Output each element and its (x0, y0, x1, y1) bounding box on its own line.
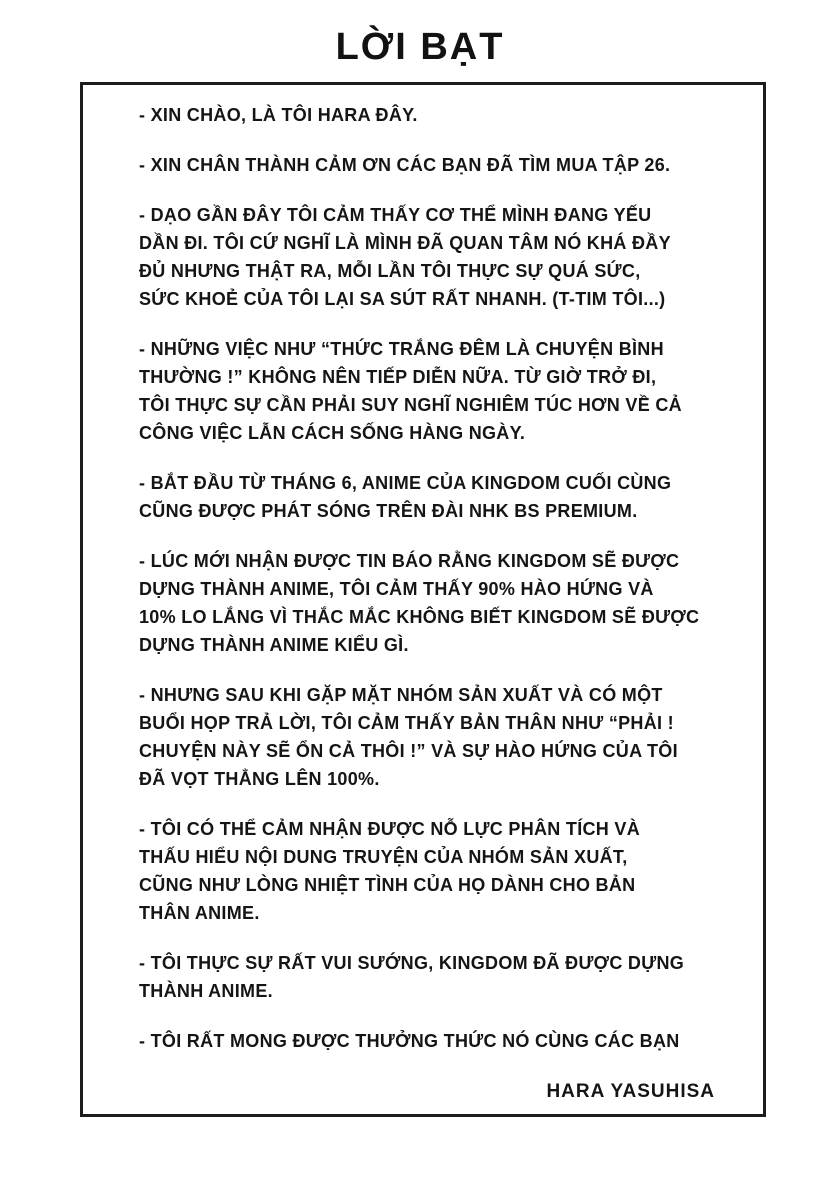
paragraph: - NHỮNG VIỆC NHƯ “THỨC TRẮNG ĐÊM LÀ CHUYỆN BÌNH THƯỜNG !” KHÔNG NÊN TIẾP DIỄN NỮA. TỪ GIỜ TRỞ ĐI, TÔI THỰC SỰ CẦN PHẢI SUY NGHĨ NGHIÊM TÚC HƠN VỀ CẢ CÔNG VIỆC LẪN CÁCH SỐNG HÀNG NGÀY. (139, 339, 682, 443)
paragraph: - BẮT ĐẦU TỪ THÁNG 6, ANIME CỦA KINGDOM CUỐI CÙNG CŨNG ĐƯỢC PHÁT SÓNG TRÊN ĐÀI NHK BS PREMIUM. (139, 473, 672, 521)
paragraph: - XIN CHÀO, LÀ TÔI HARA ĐÂY. (139, 105, 418, 125)
paragraph: - LÚC MỚI NHẬN ĐƯỢC TIN BÁO RẰNG KINGDOM SẼ ĐƯỢC DỰNG THÀNH ANIME, TÔI CẢM THẤY 90% HÀO HỨNG VÀ 10% LO LẮNG VÌ THẮC MẮC KHÔNG BIẾT KINGDOM SẼ ĐƯỢC DỰNG THÀNH ANIME KIỂU GÌ. (139, 551, 700, 655)
afterword-paragraphs (139, 101, 729, 1055)
paragraph: - NHƯNG SAU KHI GẶP MẶT NHÓM SẢN XUẤT VÀ CÓ MỘT BUỔI HỌP TRẢ LỜI, TÔI CẢM THẤY BẢN THÂN NHƯ “PHẢI ! CHUYỆN NÀY SẼ ỔN CẢ THÔI !” VÀ SỰ HÀO HỨNG CỦA TÔI ĐÃ VỌT THẲNG LÊN 100%. (139, 685, 678, 789)
page-title: LỜI BẠT (335, 26, 505, 68)
afterword-box (80, 82, 766, 1117)
paragraph: - TÔI THỰC SỰ RẤT VUI SƯỚNG, KINGDOM ĐÃ ĐƯỢC DỰNG THÀNH ANIME. (139, 953, 685, 1001)
paragraph: - XIN CHÂN THÀNH CẢM ƠN CÁC BẠN ĐÃ TÌM MUA TẬP 26. (139, 155, 671, 175)
author-signature: HARA YASUHISA (546, 1081, 715, 1102)
paragraph: - DẠO GẦN ĐÂY TÔI CẢM THẤY CƠ THỂ MÌNH ĐANG YẾU DẦN ĐI. TÔI CỨ NGHĨ LÀ MÌNH ĐÃ QUAN TÂM NÓ KHÁ ĐẦY ĐỦ NHƯNG THẬT RA, MỖI LẦN TÔI THỰC SỰ QUÁ SỨC, SỨC KHOẺ CỦA TÔI LẠI SA SÚT RẤT NHANH. (T-TIM TÔI...) (139, 205, 671, 309)
paragraph: - TÔI CÓ THỂ CẢM NHẬN ĐƯỢC NỖ LỰC PHÂN TÍCH VÀ THẤU HIỂU NỘI DUNG TRUYỆN CỦA NHÓM SẢN XUẤT, CŨNG NHƯ LÒNG NHIỆT TÌNH CỦA HỌ DÀNH CHO BẢN THÂN ANIME. (139, 819, 641, 923)
paragraph: - TÔI RẤT MONG ĐƯỢC THƯỞNG THỨC NÓ CÙNG CÁC BẠN (139, 1031, 680, 1051)
